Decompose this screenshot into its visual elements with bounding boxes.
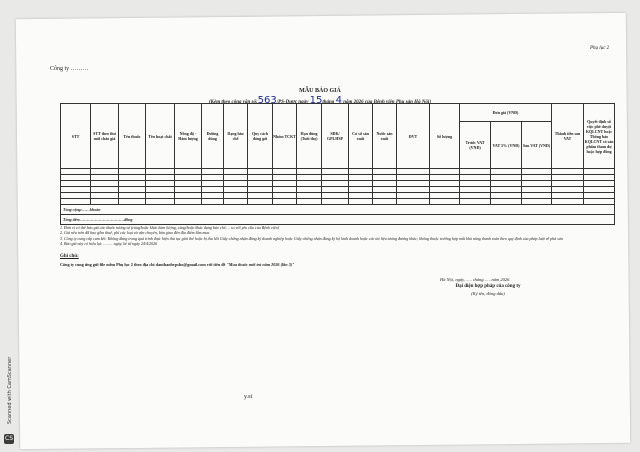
column-header: Quy cách đóng gói [248, 104, 273, 169]
column-header: Trước VAT (VNĐ) [460, 122, 491, 169]
notes [60, 225, 620, 247]
column-header: Quyết định số việc phê duyệt KQLCNT hoặc Thông báo KQLCNT có sản phẩm tham dự hoặc hợp đồng [584, 104, 615, 169]
scanner-watermark [3, 356, 17, 446]
column-header: STT [61, 104, 91, 169]
document-subtitle: (Kèm theo công văn số:563/PS-Dược ngày 15tháng 4 năm 2026 của Bệnh viện Phụ sản Hà Nội) [209, 95, 431, 106]
handwritten-month: 4 [335, 95, 342, 106]
quotation-table [60, 103, 615, 225]
ghichu-text: Công ty cung ứng gửi file mềm Phụ lục 2 theo địa chỉ danthanhvpsho@gmail.com với tiêu đề "Mua thuốc mời trả năm 2026 (lần 3)" [60, 262, 295, 267]
document-title: MẪU BÁO GIÁ [299, 88, 341, 94]
total-count: Tổng cộng:……khoản [61, 205, 615, 215]
column-header: Sau VAT (VNĐ) [522, 122, 552, 169]
column-header: ĐVT [397, 104, 430, 169]
scanner-label: Scanned with CamScanner [7, 356, 13, 424]
column-header: Thành tiền sau VAT [552, 104, 584, 169]
column-header: Nước sản xuất [373, 104, 397, 169]
appendix-label: Phụ lục 2 [590, 46, 610, 51]
note-item: 2. Giá nêu trên đã bao gồm thuế, phí các loại và vận chuyển, bàn giao đến địa điểm lấm mua [60, 230, 210, 236]
note-item: 1. Đơn vị có thể báo giá các thuốc tương tự (cùng/hoặc khác hàm lượng, cùng/hoặc khác dạng bào chế,… so với yêu cầu của Bệnh viện) [60, 225, 279, 230]
sign-note: (Ký tên, đóng dấu) [471, 291, 505, 296]
signature-date: Hà Nội, ngày…… tháng……năm 2026 [440, 277, 510, 282]
column-header: Tên thuốc [119, 104, 146, 169]
column-header: Dạng bào chế [224, 104, 248, 169]
table-row [61, 205, 615, 215]
handwritten-doc-number: 563 [257, 95, 277, 106]
footer-mark: y.st [244, 394, 253, 400]
note-item: 3. Công ty cung cấp cam kết: Không đang trong quá trình thực hiện thủ tục giải thể hoặc bị thu hồi Giấy chứng nhận đăng ký doanh nghiệp hoặc Giấy chứng nhận đăng ký hộ kinh doanh hoặc các tài liệu tương đương khác; không thuộc trường hợp mất khả năng thanh toán theo quy định của pháp luật về phá sản [60, 235, 563, 241]
note-item: 4. Báo giá này có hiệu lực ………ngày, kể từ ngày 24/4/2026 [60, 241, 158, 247]
price-group-header: Đơn giá (VNĐ) [460, 104, 552, 122]
column-header: SĐK/ GPLHSP [322, 104, 349, 169]
table-header-row [61, 104, 615, 122]
column-header: Hạn dùng (Tuổi thọ) [297, 104, 322, 169]
column-header: Nồng độ - Hàm lượng [175, 104, 202, 169]
column-header: VAT 5% (VNĐ) [491, 122, 522, 169]
representative-title: Đại diện hợp pháp của công ty [455, 284, 521, 289]
company-line: Công ty ……… [50, 66, 89, 72]
total-amount: Tổng tiền:……………………………đồng [61, 215, 615, 225]
column-header: Nhóm TCKT [273, 104, 297, 169]
column-header: STT theo thư mời chào giá [91, 104, 119, 169]
empty-rows [61, 169, 615, 205]
ghichu-label: Ghi chú: [60, 254, 79, 259]
table-row [61, 215, 615, 225]
column-header: Cơ sở sản xuất [349, 104, 373, 169]
column-header: Tên hoạt chất [146, 104, 175, 169]
column-header: Đường dùng [202, 104, 224, 169]
camscanner-logo-icon: CS [5, 435, 13, 442]
handwritten-day: 15 [309, 95, 323, 106]
column-header: Số lượng [430, 104, 460, 169]
